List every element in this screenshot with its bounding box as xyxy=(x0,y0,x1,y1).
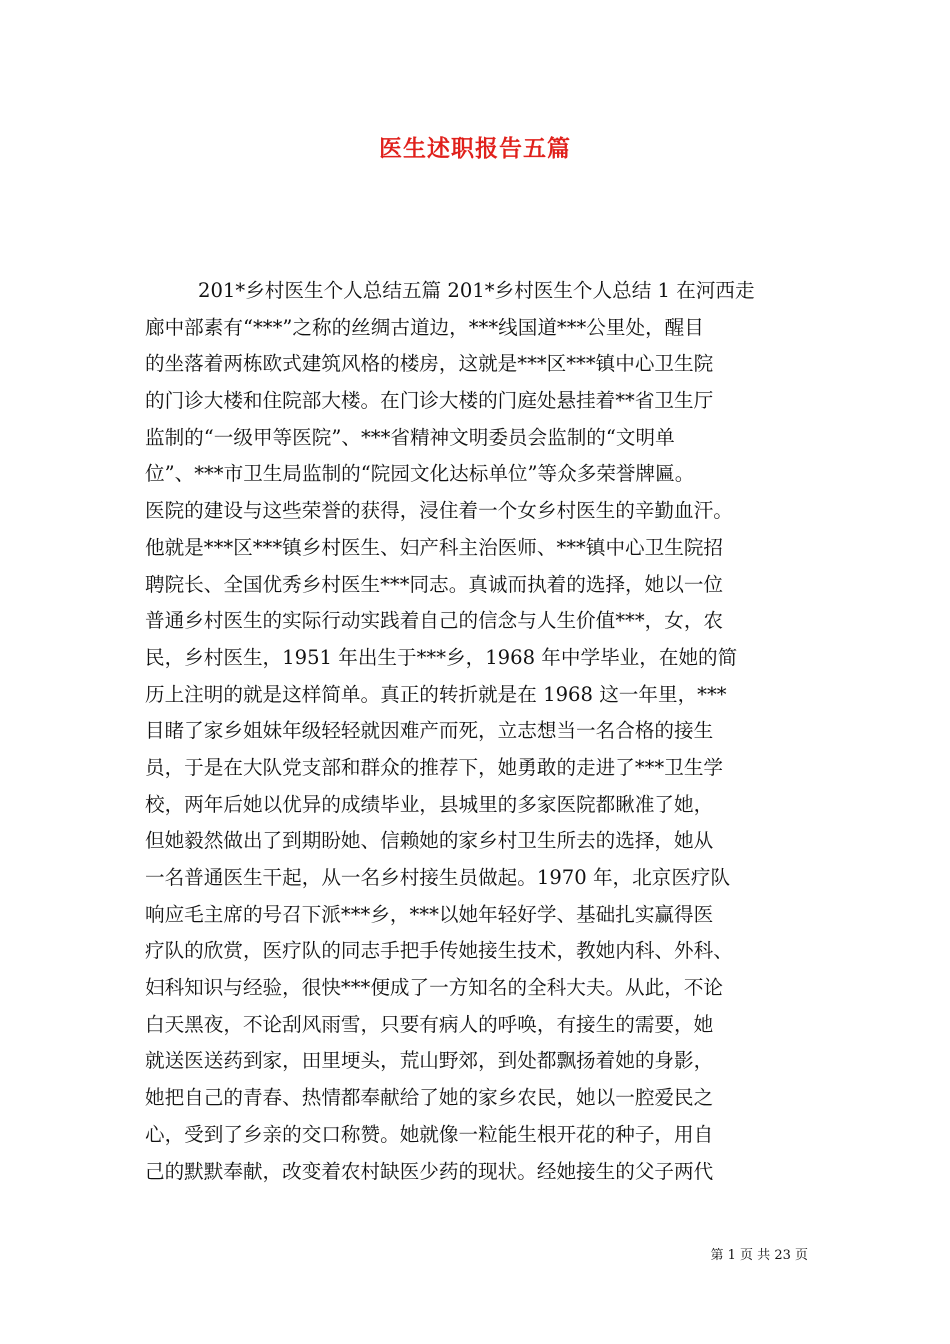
text-line: 监制的“一级甲等医院”、***省精神文明委员会监制的“文明单 xyxy=(145,425,675,449)
text-line: 妇科知识与经验，很快***便成了一方知名的全科大夫。从此，不论 xyxy=(145,976,724,1000)
text-line: 廊中部素有“***”之称的丝绸古道边，***线国道***公里处，醒目 xyxy=(145,315,704,339)
body-paragraph xyxy=(145,273,810,1190)
text-line: 的坐落着两栋欧式建筑风格的楼房，这就是***区***镇中心卫生院 xyxy=(145,352,714,376)
text-line: 校，两年后她以优异的成绩毕业，县城里的多家医院都瞅准了她， xyxy=(145,792,714,816)
text-line: 她把自己的青春、热情都奉献给了她的家乡农民，她以一腔爱民之 xyxy=(145,1086,714,1110)
text-line: 普通乡村医生的实际行动实践着自己的信念与人生价值***，女，农 xyxy=(145,609,724,633)
text-line: 白天黑夜，不论刮风雨雪，只要有病人的呼唤，有接生的需要，她 xyxy=(145,1012,714,1036)
text-line: 聘院长、全国优秀乡村医生***同志。真诚而执着的选择，她以一位 xyxy=(145,572,724,596)
text-line: 一名普通医生干起，从一名乡村接生员做起。1970 年，北京医疗队 xyxy=(145,866,731,889)
text-line: 201*乡村医生个人总结五篇 201*乡村医生个人总结 1 在河西走 xyxy=(198,279,755,302)
text-line: 目睹了家乡姐妹年级轻轻就因难产而死，立志想当一名合格的接生 xyxy=(145,719,714,743)
document-title: 医生述职报告五篇 xyxy=(379,135,571,162)
text-line: 疗队的欣赏，医疗队的同志手把手传她接生技术，教她内科、外科、 xyxy=(145,939,733,963)
text-line: 医院的建设与这些荣誉的获得，浸住着一个女乡村医生的辛勤血汗。 xyxy=(145,499,733,523)
text-line: 心，受到了乡亲的交口称赞。她就像一粒能生根开花的种子，用自 xyxy=(145,1122,714,1146)
text-line: 员，于是在大队党支部和群众的推荐下，她勇敢的走进了***卫生学 xyxy=(145,755,724,779)
text-line: 己的默默奉献，改变着农村缺医少药的现状。经她接生的父子两代 xyxy=(145,1159,714,1183)
text-line: 位”、***市卫生局监制的“院园文化达标单位”等众多荣誉牌匾。 xyxy=(145,462,695,486)
text-line: 响应毛主席的号召下派***乡，***以她年轻好学、基础扎实赢得医 xyxy=(145,902,714,926)
page-number: 第 1 页 共 23 页 xyxy=(710,1248,808,1263)
text-line: 历上注明的就是这样简单。真正的转折就是在 1968 这一年里，*** xyxy=(145,682,727,706)
text-line: 他就是***区***镇乡村医生、妇产科主治医师、***镇中心卫生院招 xyxy=(145,535,724,559)
text-line: 的门诊大楼和住院部大楼。在门诊大楼的门庭处悬挂着**省卫生厅 xyxy=(145,389,714,413)
text-line: 就送医送药到家，田里埂头，荒山野郊，到处都飘扬着她的身影， xyxy=(145,1049,714,1073)
text-line: 民，乡村医生，1951 年出生于***乡，1968 年中学毕业，在她的简 xyxy=(145,645,738,669)
text-line: 但她毅然做出了到期盼她、信赖她的家乡村卫生所去的选择，她从 xyxy=(145,829,714,853)
